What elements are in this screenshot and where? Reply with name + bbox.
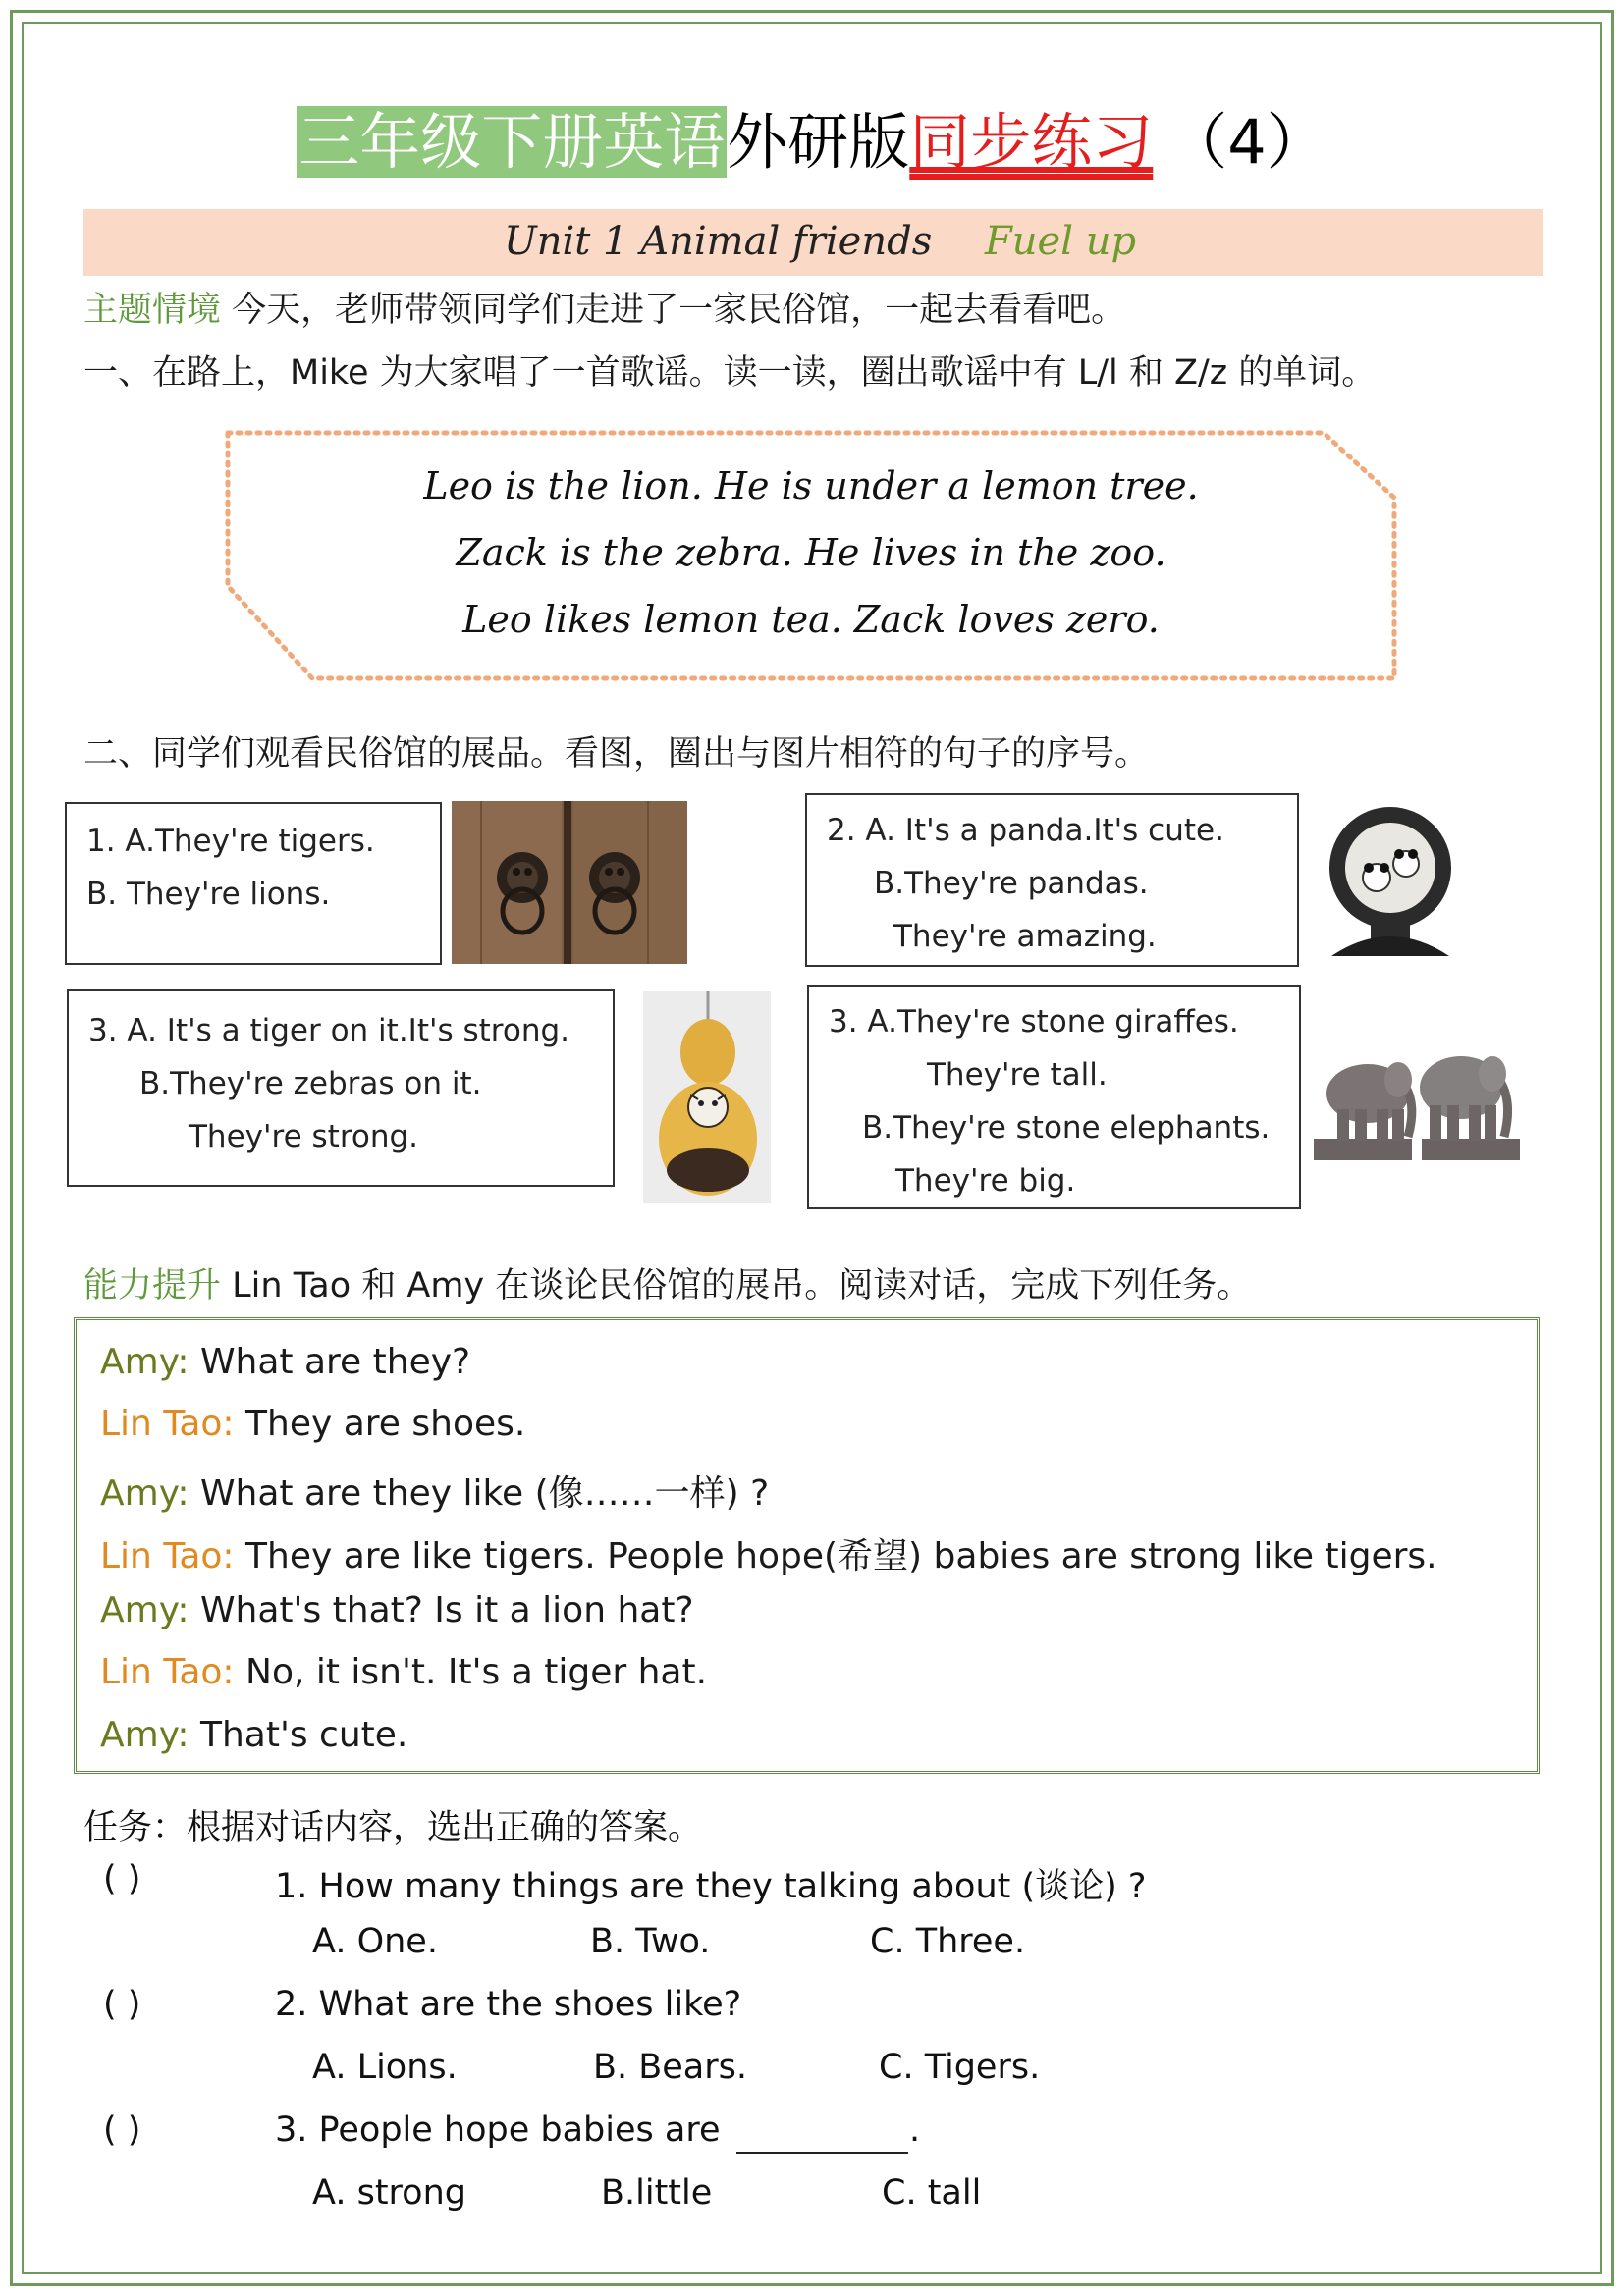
stone-elephants-image (1314, 1023, 1520, 1180)
answer-paren[interactable]: ( ) (103, 1859, 141, 1898)
question-box-1 (65, 802, 442, 965)
option-a: A. Lions. (312, 2048, 458, 2087)
question-text: 3. People hope babies are (275, 2110, 721, 2150)
dialogue-line (100, 1652, 707, 1692)
speaker: Amy: (100, 1342, 189, 1382)
ability-label: 能力提升 (83, 1266, 222, 1306)
speaker: Lin Tao: (100, 1404, 235, 1444)
answer-blank[interactable] (736, 2152, 908, 2154)
question-line: B.They're stone elephants. (862, 1110, 1271, 1146)
theme-label: 主题情境 (83, 291, 222, 330)
speaker: Amy: (100, 1590, 189, 1630)
title-number: （4） (1166, 106, 1327, 178)
question-line: 3. A. It's a tiger on it.It's strong. (88, 1013, 570, 1048)
speaker: Amy: (100, 1473, 189, 1514)
option-c: C. tall (882, 2173, 982, 2213)
question-line: B.They're pandas. (874, 866, 1149, 901)
question-box-4 (807, 985, 1301, 1209)
question-line: B.They're zebras on it. (139, 1066, 482, 1101)
utterance: That's cute. (189, 1715, 408, 1755)
theme-line (83, 283, 1125, 332)
chant-line: Leo likes lemon tea. Zack loves zero. (462, 598, 1160, 641)
question-box-3 (67, 989, 615, 1187)
door-knockers-image (452, 801, 687, 964)
ability-line (83, 1258, 1251, 1308)
task-heading: 任务：根据对话内容，选出正确的答案。 (83, 1808, 703, 1847)
question-line: They're big. (895, 1163, 1076, 1199)
utterance: What are they like (像……一样) ? (189, 1473, 770, 1514)
utterance: They are like tigers. People hope(希望) babies are strong like tigers. (234, 1536, 1437, 1576)
panda-screen-image (1312, 799, 1469, 968)
question-text: 1. How many things are they talking about (谈论) ? (275, 1867, 1147, 1906)
dialogue-line (100, 1715, 407, 1755)
dialogue-line (100, 1404, 525, 1444)
option-c: C. Three. (870, 1922, 1026, 1961)
utterance: What's that? Is it a lion hat? (189, 1590, 694, 1630)
option-b: B. Two. (590, 1922, 711, 1961)
option-c: C. Tigers. (879, 2048, 1041, 2087)
question-box-2 (805, 793, 1299, 967)
section1-instruction: 一、在路上，Mike 为大家唱了一首歌谣。读一读，圈出歌谣中有 L/l 和 Z/z 的单词。 (83, 353, 1377, 393)
title-edition: 外研版 (727, 106, 910, 178)
chant-box (224, 429, 1398, 682)
tiger-gourd-image (643, 991, 771, 1203)
question-line: They're strong. (189, 1119, 419, 1154)
question-line: They're tall. (927, 1057, 1108, 1093)
dialogue-box (74, 1317, 1540, 1774)
answer-paren[interactable]: ( ) (103, 2110, 141, 2150)
option-b: B.little (601, 2173, 713, 2213)
speaker: Amy: (100, 1715, 189, 1755)
speaker: Lin Tao: (100, 1652, 235, 1692)
unit-section: Fuel up (985, 219, 1137, 264)
question-line: 3. A.They're stone giraffes. (829, 1004, 1239, 1040)
question-line: 2. A. It's a panda.It's cute. (827, 813, 1224, 848)
title-grade: 三年级下册英语 (298, 106, 726, 178)
utterance: What are they? (189, 1342, 471, 1382)
page-title (0, 88, 1624, 196)
unit-bar (83, 209, 1543, 276)
utterance: No, it isn't. It's a tiger hat. (234, 1652, 708, 1692)
unit-name: Unit 1 Animal friends (504, 219, 933, 264)
option-b: B. Bears. (593, 2048, 748, 2087)
dialogue-line (100, 1466, 769, 1516)
question-line: 1. A.They're tigers. (86, 824, 375, 859)
utterance: They are shoes. (234, 1404, 526, 1444)
chant-line: Leo is the lion. He is under a lemon tree. (423, 464, 1199, 507)
section2-instruction: 二、同学们观看民俗馆的展品。看图，圈出与图片相符的句子的序号。 (83, 734, 1150, 774)
answer-paren[interactable]: ( ) (103, 1985, 141, 2024)
dialogue-line (100, 1342, 470, 1382)
sentence-period: . (909, 2110, 921, 2150)
theme-text: 今天，老师带领同学们走进了一家民俗馆，一起去看看吧。 (232, 291, 1126, 330)
option-a: A. One. (312, 1922, 438, 1961)
option-a: A. strong (312, 2173, 466, 2213)
question-line: B. They're lions. (86, 877, 331, 912)
dialogue-line (100, 1590, 694, 1630)
dialogue-line (100, 1528, 1437, 1578)
question-line: They're amazing. (893, 919, 1157, 954)
speaker: Lin Tao: (100, 1536, 235, 1576)
chant-line: Zack is the zebra. He lives in the zoo. (456, 531, 1166, 574)
question-text: 2. What are the shoes like? (275, 1985, 742, 2024)
title-practice: 同步练习 (909, 106, 1154, 178)
ability-text: Lin Tao 和 Amy 在谈论民俗馆的展吊。阅读对话，完成下列任务。 (232, 1266, 1252, 1306)
